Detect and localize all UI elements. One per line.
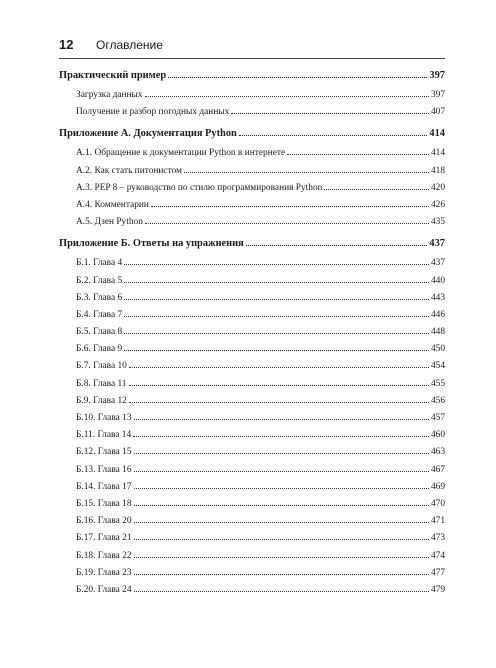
toc-sub-entry[interactable] <box>59 551 445 568</box>
toc-sub-entry[interactable] <box>59 293 445 310</box>
toc-sub-entry[interactable] <box>59 568 445 585</box>
dot-leader <box>129 385 429 386</box>
toc-entry-page: 457 <box>430 413 445 423</box>
dot-leader <box>134 505 429 506</box>
toc-entry-page: 437 <box>430 258 445 269</box>
toc-entry-title: А.4. Комментарии <box>76 199 149 210</box>
toc-entry-title: Б.3. Глава 6 <box>76 292 123 303</box>
toc-entry-title: Б.2. Глава 5 <box>76 275 123 286</box>
toc-entry-title: А.1. Обращение к документации Python в интернете <box>76 148 286 159</box>
toc-entry-page: 446 <box>430 309 445 320</box>
toc-entry-page: 437 <box>429 238 445 250</box>
dot-leader <box>239 135 428 136</box>
toc-entry-title: Б.10. Глава 13 <box>76 413 132 423</box>
dot-leader <box>129 402 429 403</box>
dot-leader <box>124 299 429 300</box>
toc-sub-entry[interactable] <box>59 379 445 396</box>
toc-sub-entry[interactable] <box>59 107 445 124</box>
dot-leader <box>134 574 429 575</box>
dot-leader <box>134 453 429 454</box>
dot-leader <box>134 419 429 420</box>
toc-entry-page: 473 <box>430 533 445 544</box>
toc-section <box>59 238 445 602</box>
toc-sub-entry[interactable] <box>59 396 445 413</box>
toc-entry-title: Б.15. Глава 18 <box>76 498 132 509</box>
toc-entry-page: 474 <box>430 550 445 561</box>
toc-entry-title: А.5. Дзен Python <box>76 217 143 228</box>
dot-leader <box>134 522 429 523</box>
toc-entry-title: Б.16. Глава 20 <box>76 516 132 527</box>
toc-entry-title: Б.5. Глава 8 <box>76 327 123 338</box>
toc-sub-entry[interactable] <box>59 447 445 464</box>
dot-leader <box>134 557 429 558</box>
toc-entry-page: 477 <box>430 567 445 578</box>
toc-entry-title: Б.4. Глава 7 <box>76 309 123 320</box>
toc-main-entry[interactable] <box>59 128 445 148</box>
dot-leader <box>168 77 427 78</box>
dot-leader <box>134 471 429 472</box>
dot-leader <box>129 367 429 368</box>
toc-sub-entry[interactable] <box>59 361 445 378</box>
dot-leader <box>324 189 429 190</box>
toc-entry-page: 469 <box>430 481 445 492</box>
toc-sub-entry[interactable] <box>59 166 445 183</box>
toc-entry-title: Б.18. Глава 22 <box>76 550 132 561</box>
toc-entry-title: Б.8. Глава 11 <box>76 378 127 389</box>
toc-entry-title: Б.12. Глава 15 <box>76 447 132 458</box>
dot-leader <box>231 113 429 114</box>
toc-entry-title: Б.17. Глава 21 <box>76 533 132 544</box>
toc-sub-entry[interactable] <box>59 217 445 234</box>
toc-entry-title: Б.20. Глава 24 <box>76 584 132 595</box>
dot-leader <box>124 316 429 317</box>
toc-entry-page: 460 <box>430 430 445 441</box>
toc-section <box>59 70 445 124</box>
toc-sub-entry[interactable] <box>59 516 445 533</box>
dot-leader <box>134 591 429 592</box>
toc-entry-title: Б.6. Глава 9 <box>76 344 123 355</box>
toc-sub-entry[interactable] <box>59 430 445 447</box>
toc-entry-page: 414 <box>429 128 445 140</box>
toc-sub-entry[interactable] <box>59 183 445 200</box>
toc-entry-page: 448 <box>430 327 445 338</box>
toc-entry-title: Б.1. Глава 4 <box>76 258 123 269</box>
toc-sub-entry[interactable] <box>59 533 445 550</box>
toc-sub-entry[interactable] <box>59 310 445 327</box>
toc-entry-page: 471 <box>430 516 445 527</box>
toc-entry-page: 479 <box>430 584 445 595</box>
page-header <box>59 37 439 57</box>
dot-leader <box>124 264 429 265</box>
toc-entry-page: 418 <box>430 165 445 176</box>
header-divider <box>59 58 445 59</box>
toc-entry-page: 397 <box>429 70 445 81</box>
running-title: Оглавление <box>96 38 163 52</box>
table-of-contents <box>59 70 445 606</box>
dot-leader <box>124 282 429 283</box>
toc-entry-title: Б.7. Глава 10 <box>76 361 127 372</box>
toc-sub-entry[interactable] <box>59 482 445 499</box>
toc-entry-title: Б.13. Глава 16 <box>76 464 132 475</box>
toc-sub-entry[interactable] <box>59 344 445 361</box>
toc-sub-entry[interactable] <box>59 276 445 293</box>
toc-entry-title: Загрузка данных <box>76 90 143 100</box>
toc-sub-entry[interactable] <box>59 90 445 107</box>
toc-sub-entry[interactable] <box>59 200 445 217</box>
toc-entry-title: Б.9. Глава 12 <box>76 395 127 406</box>
toc-entry-title: А.2. Как стать питонистом <box>76 165 182 176</box>
toc-entry-page: 456 <box>430 395 445 406</box>
toc-sub-entry[interactable] <box>59 585 445 602</box>
toc-entry-page: 463 <box>430 447 445 458</box>
dot-leader <box>124 333 429 334</box>
dot-leader <box>133 436 429 437</box>
toc-entry-page: 455 <box>430 378 445 389</box>
toc-entry-title: Практический пример <box>59 70 167 81</box>
toc-entry-title: Б.14. Глава 17 <box>76 481 132 492</box>
toc-entry-page: 467 <box>430 464 445 475</box>
page-number: 12 <box>59 37 74 52</box>
toc-sub-entry[interactable] <box>59 148 445 165</box>
toc-sub-entry[interactable] <box>59 499 445 516</box>
toc-entry-page: 414 <box>430 148 445 159</box>
toc-entry-page: 407 <box>430 107 445 118</box>
toc-entry-page: 397 <box>430 90 445 100</box>
dot-leader <box>145 96 429 97</box>
toc-entry-page: 454 <box>430 361 445 372</box>
toc-sub-entry[interactable] <box>59 413 445 430</box>
dot-leader <box>124 350 429 351</box>
dot-leader <box>134 488 429 489</box>
toc-entry-page: 470 <box>430 498 445 509</box>
toc-entry-page: 420 <box>430 182 445 193</box>
toc-entry-title: Б.19. Глава 23 <box>76 567 132 578</box>
toc-section <box>59 128 445 234</box>
toc-entry-title: Приложение А. Документация Python <box>59 128 237 140</box>
dot-leader <box>246 245 428 246</box>
toc-entry-page: 443 <box>430 292 445 303</box>
toc-entry-page: 435 <box>430 217 445 228</box>
toc-sub-entry[interactable] <box>59 258 445 275</box>
toc-entry-title: Б.11. Глава 14 <box>76 430 132 441</box>
dot-leader <box>134 539 429 540</box>
toc-entry-title: А.3. PEP 8 – руководство по стилю программирования Python <box>76 182 323 193</box>
toc-sub-entry[interactable] <box>59 327 445 344</box>
toc-sub-entry[interactable] <box>59 465 445 482</box>
dot-leader <box>145 223 429 224</box>
toc-entry-page: 440 <box>430 275 445 286</box>
dot-leader <box>287 154 429 155</box>
toc-entry-page: 426 <box>430 199 445 210</box>
dot-leader <box>184 172 429 173</box>
toc-main-entry[interactable] <box>59 70 445 90</box>
dot-leader <box>151 206 429 207</box>
toc-entry-title: Получение и разбор погодных данных <box>76 107 230 118</box>
toc-entry-page: 450 <box>430 344 445 355</box>
toc-main-entry[interactable] <box>59 238 445 258</box>
toc-entry-title: Приложение Б. Ответы на упражнения <box>59 238 244 250</box>
